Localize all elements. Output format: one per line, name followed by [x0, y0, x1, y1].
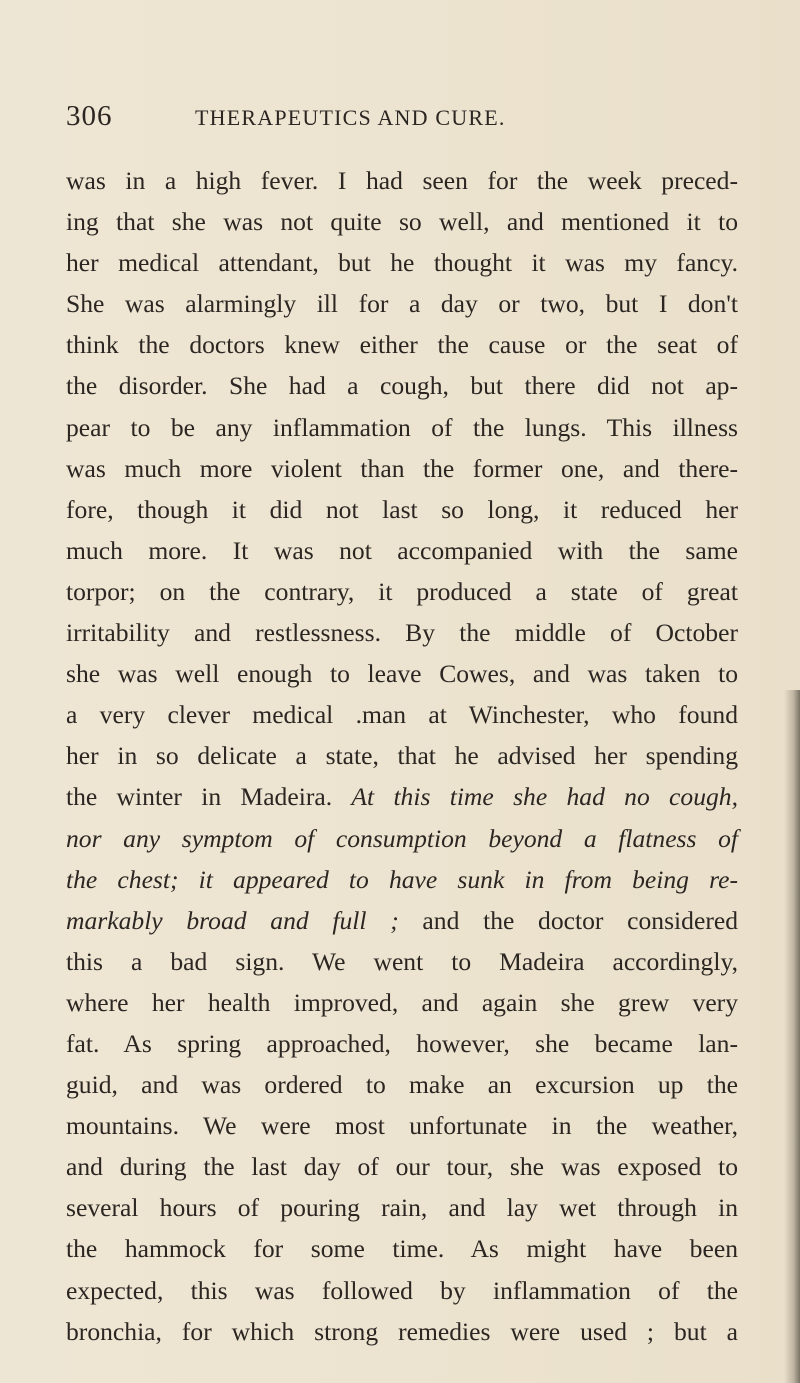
page-header — [66, 100, 736, 140]
text-segment: much more. It was not accompanied with the same — [66, 535, 738, 565]
text-line — [66, 776, 738, 817]
italic-text-segment: the chest; it appeared to have sunk in from being re- — [66, 864, 738, 894]
text-segment: fore, though it did not last so long, it reduced her — [66, 494, 738, 524]
body-text — [66, 160, 738, 1352]
text-segment: ing that she was not quite so well, and mentioned it to — [66, 207, 738, 237]
text-segment: the winter in Madeira. — [66, 782, 352, 812]
text-line — [66, 1105, 738, 1146]
text-line — [66, 653, 738, 694]
text-line — [66, 735, 738, 776]
text-segment: guid, and was ordered to make an excursion up the — [66, 1070, 738, 1100]
text-segment: was much more violent than the former one, and there- — [66, 453, 738, 483]
italic-text-segment: markably broad and full ; — [66, 905, 399, 935]
text-line — [66, 365, 738, 406]
text-line — [66, 1311, 738, 1352]
italic-text-segment: nor any symptom of consumption beyond a flatness of — [66, 823, 738, 853]
text-segment: She was alarmingly ill for a day or two, but I don't — [66, 289, 738, 319]
text-line — [66, 530, 738, 571]
text-segment: torpor; on the contrary, it produced a state of great — [66, 576, 738, 606]
text-segment: and the doctor considered — [398, 905, 738, 935]
text-segment: mountains. We were most unfortunate in the weather, — [66, 1111, 738, 1141]
text-line — [66, 1228, 738, 1269]
text-line — [66, 1023, 738, 1064]
text-segment: pear to be any inflammation of the lungs. This illness — [66, 412, 738, 442]
text-line — [66, 571, 738, 612]
text-line — [66, 448, 738, 489]
text-line — [66, 160, 738, 201]
text-line — [66, 900, 738, 941]
text-segment: her in so delicate a state, that he advised her spending — [66, 741, 738, 771]
text-line — [66, 324, 738, 365]
text-segment: expected, this was followed by inflammation of the — [66, 1275, 738, 1305]
text-segment: where her health improved, and again she grew very — [66, 987, 738, 1017]
text-segment: fat. As spring approached, however, she became lan- — [66, 1028, 738, 1058]
text-line — [66, 201, 738, 242]
text-line — [66, 818, 738, 859]
text-segment: a very clever medical .man at Winchester, who found — [66, 700, 738, 730]
text-segment: the disorder. She had a cough, but there did not ap- — [66, 371, 738, 401]
text-line — [66, 489, 738, 530]
text-line — [66, 283, 738, 324]
text-segment: and during the last day of our tour, she was exposed to — [66, 1152, 738, 1182]
text-line — [66, 1064, 738, 1105]
text-segment: irritability and restlessness. By the middle of October — [66, 618, 738, 648]
text-segment: several hours of pouring rain, and lay wet through in — [66, 1193, 738, 1223]
text-line — [66, 407, 738, 448]
text-line — [66, 612, 738, 653]
text-segment: her medical attendant, but he thought it was my fancy. — [66, 248, 738, 278]
text-line — [66, 1146, 738, 1187]
running-head: THERAPEUTICS AND CURE. — [195, 105, 506, 130]
text-line — [66, 1187, 738, 1228]
text-segment: she was well enough to leave Cowes, and was taken to — [66, 659, 738, 689]
italic-text-segment: At this time she had no cough, — [351, 782, 738, 812]
text-line — [66, 859, 738, 900]
text-line — [66, 982, 738, 1023]
text-line — [66, 242, 738, 283]
text-segment: the hammock for some time. As might have been — [66, 1234, 738, 1264]
text-line — [66, 1270, 738, 1311]
text-line — [66, 694, 738, 735]
text-segment: this a bad sign. We went to Madeira accordingly, — [66, 946, 738, 976]
page-number: 306 — [66, 100, 113, 132]
page-edge-shadow — [784, 690, 800, 1383]
text-segment: think the doctors knew either the cause or the seat of — [66, 330, 738, 360]
text-line — [66, 941, 738, 982]
text-segment: was in a high fever. I had seen for the week preced- — [66, 166, 738, 195]
text-segment: bronchia, for which strong remedies were used ; but a — [66, 1316, 738, 1346]
